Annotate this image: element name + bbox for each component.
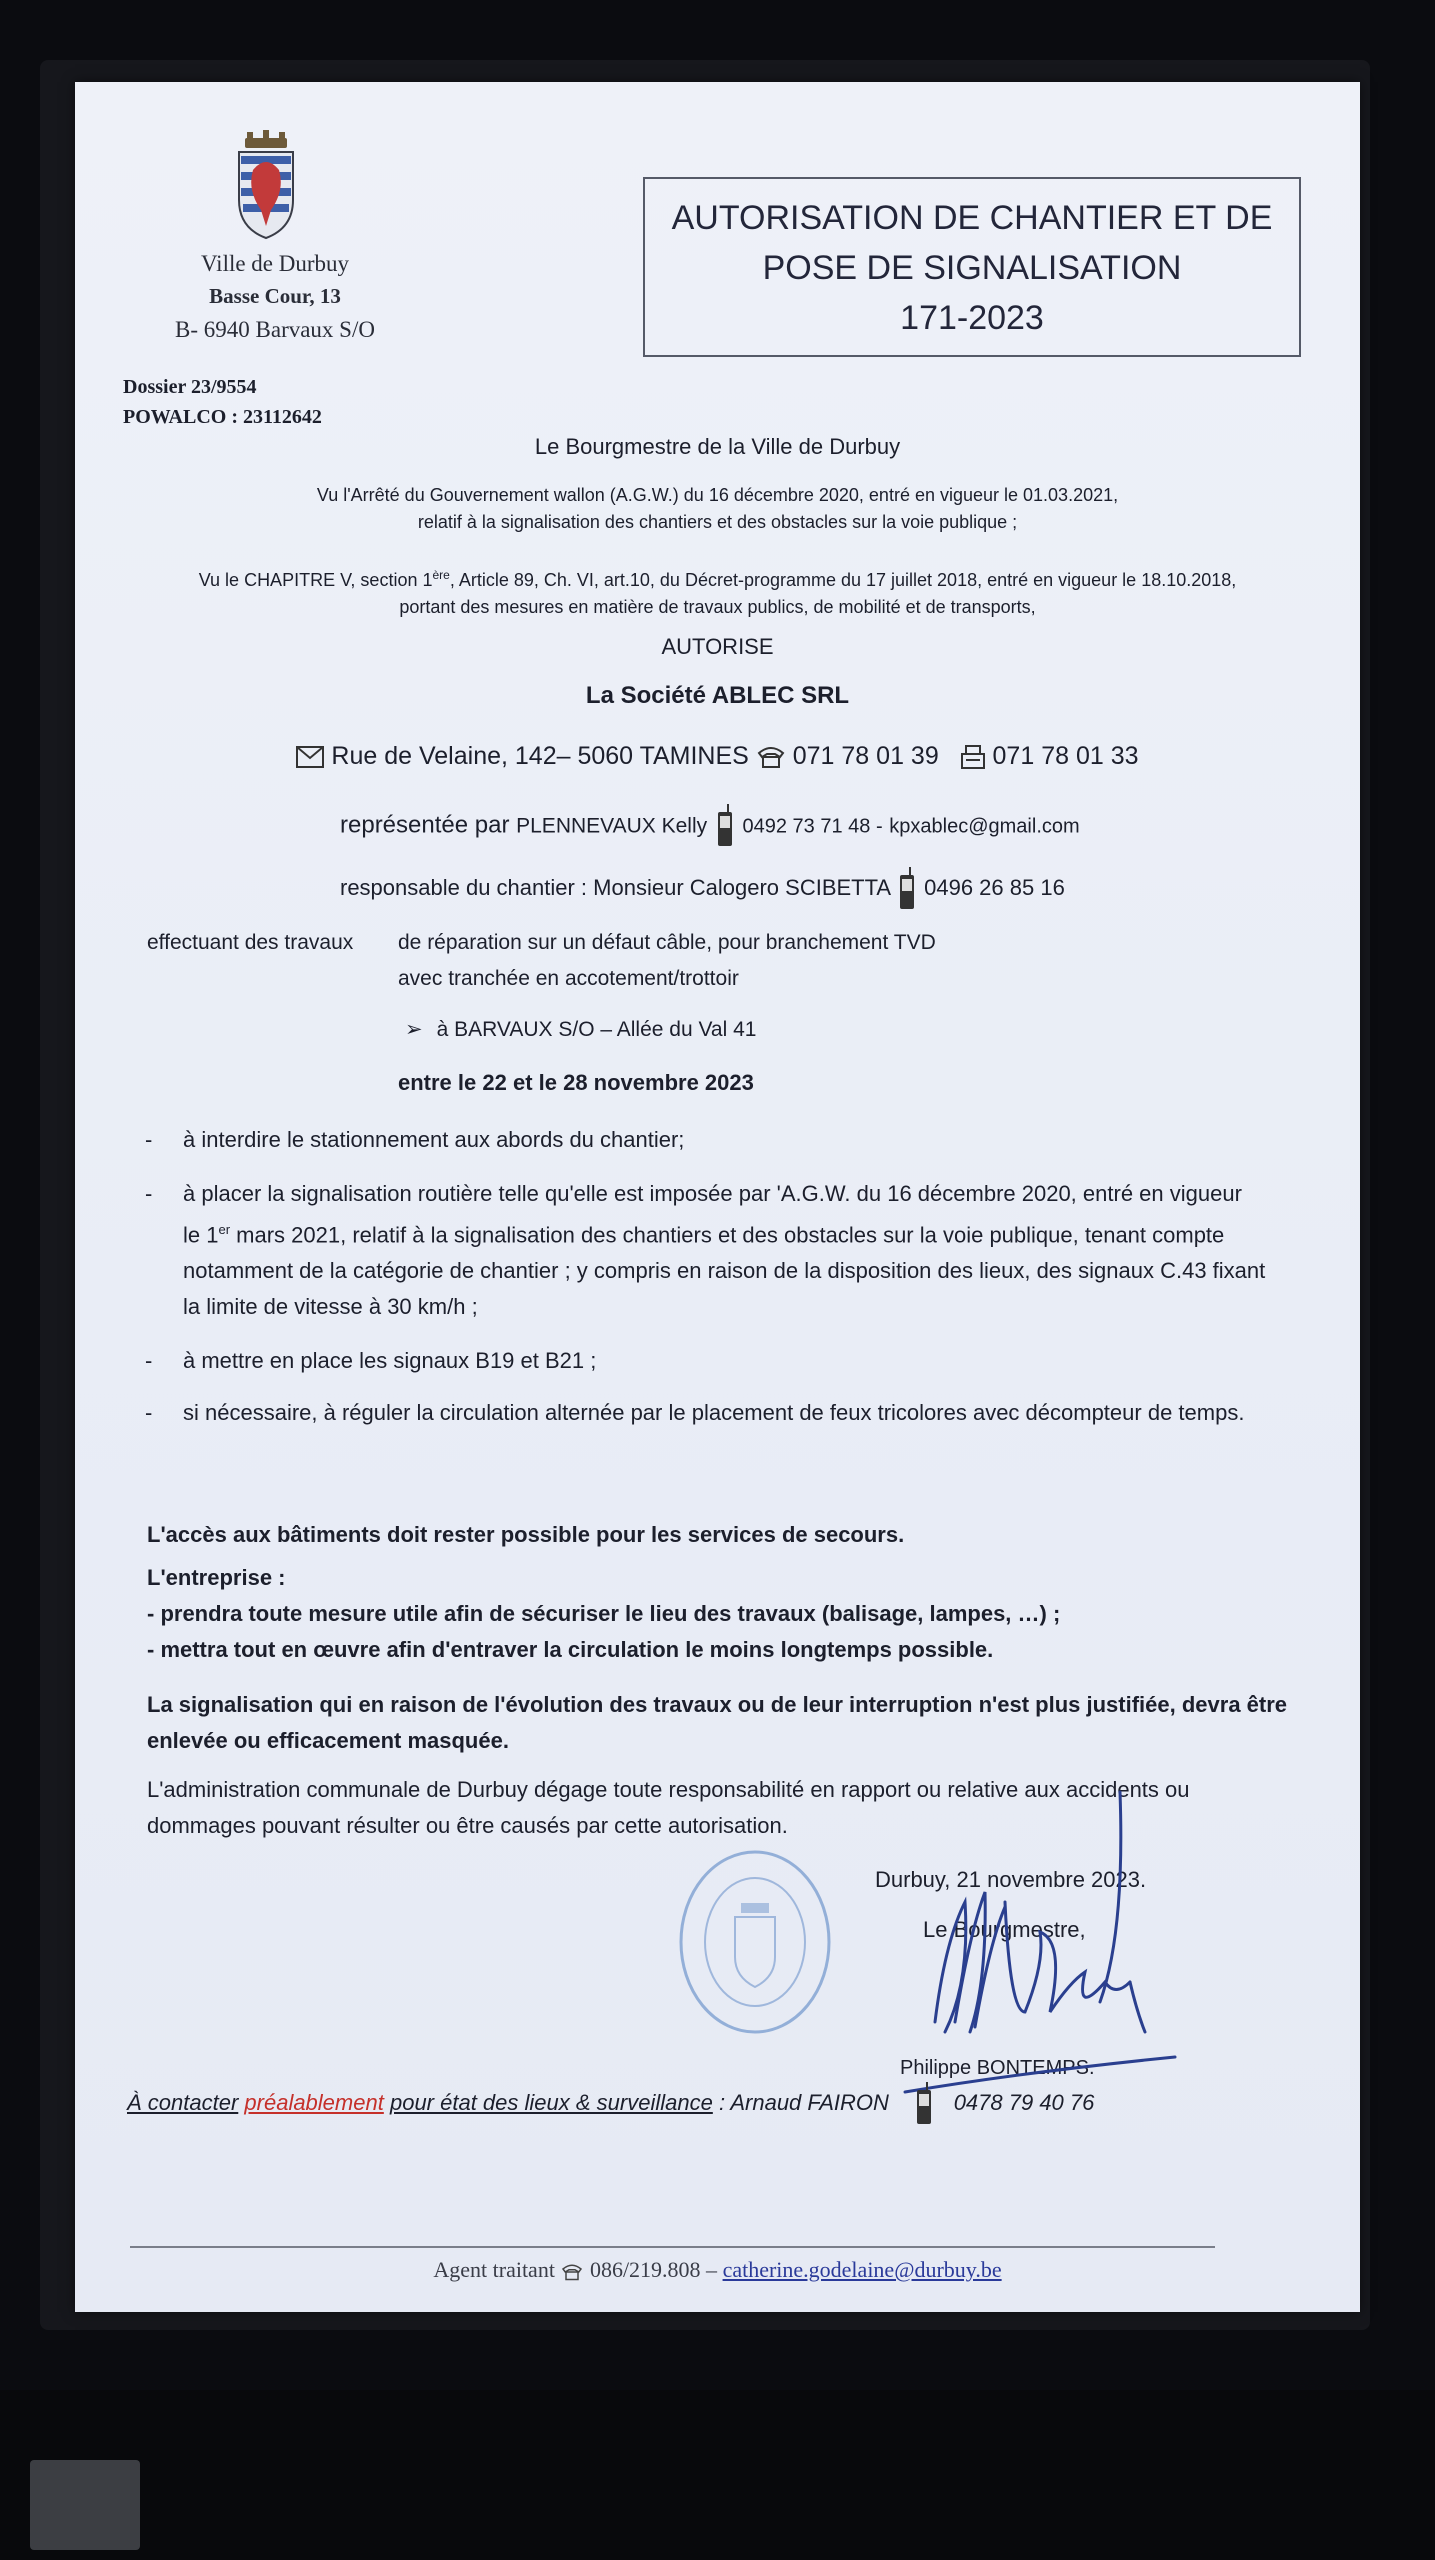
telephone-icon (560, 2263, 584, 2281)
list-item (145, 1343, 1335, 1379)
access-notice: L'accès aux bâtiments doit rester possible pour les services de secours. (147, 1522, 905, 1547)
works-desc-line2: avec tranchée en accotement/trottoir (398, 967, 739, 990)
condition-2-line2 (183, 1212, 1335, 1253)
title-box (643, 177, 1301, 357)
chapitre-line1 (75, 562, 1360, 594)
agw-line2: relatif à la signalisation des chantiers et des obstacles sur la voie publique ; (417, 512, 1018, 532)
dossier-block (123, 372, 322, 432)
chapitre-line1-text: Vu le CHAPITRE V, section 1 (198, 570, 433, 590)
site-manager-label: responsable du chantier : Monsieur Calogero SCIBETTA (340, 874, 890, 900)
condition-4: si nécessaire, à réguler la circulation alternée par le placement de feux tricolores avec décompteur de temps. (183, 1400, 1245, 1426)
bullet-dash: - (145, 1400, 153, 1426)
footer-divider (130, 2246, 1215, 2248)
bottom-dark-area (0, 2390, 1435, 2560)
chapitre-sup: ère (432, 568, 450, 582)
contact-prealablement: préalablement (244, 2089, 384, 2115)
works-description (398, 925, 936, 997)
condition-2-sup: er (218, 1222, 231, 1237)
title-line2: POSE DE SIGNALISATION (762, 249, 1182, 287)
contact-line (127, 2082, 1094, 2126)
footer (75, 2257, 1360, 2283)
dossier-number: Dossier 23/9554 (123, 376, 257, 398)
rep-phone: 0492 73 71 48 - (742, 815, 883, 838)
condition-3: à mettre en place les signaux B19 et B21 ; (183, 1348, 597, 1374)
condition-2-line4: la limite de vitesse à 30 km/h ; (183, 1294, 478, 1320)
corner-sticker (30, 2460, 140, 2550)
footer-agent-label: Agent traitant (433, 2257, 555, 2282)
entreprise-heading: L'entreprise : (147, 1565, 286, 1590)
town-address-line1: Basse Cour, 13 (209, 284, 341, 308)
company-address: Rue de Velaine, 142– 5060 TAMINES (331, 742, 749, 770)
title-number: 171-2023 (900, 299, 1044, 337)
municipal-stamp-icon (675, 1847, 835, 2037)
entreprise-item-2: - mettra tout en œuvre afin d'entraver la circulation le moins longtemps possible. (147, 1637, 994, 1662)
list-item (145, 1395, 1335, 1431)
administration-line1: L'administration communale de Durbuy dégage toute responsabilité en rapport ou relative aux accidents ou (147, 1777, 1190, 1802)
signalisation-line2: enlevée ou efficacement masquée. (147, 1728, 509, 1753)
bullet-dash: - (145, 1127, 153, 1152)
condition-2-line2-rest: mars 2021, relatif à la signalisation des chantiers et des obstacles sur la voie publique, tenant compte (230, 1222, 1225, 1248)
company-name: La Société ABLEC SRL (585, 682, 850, 709)
envelope-icon (296, 746, 324, 768)
site-manager-line (340, 867, 1065, 911)
signature-name: Philippe BONTEMPS. (900, 2057, 1095, 2079)
company-contact-line (75, 742, 1360, 771)
chapitre-paragraph (75, 562, 1360, 621)
bourgmestre-line: Le Bourgmestre de la Ville de Durbuy (534, 434, 901, 459)
agw-line1: Vu l'Arrêté du Gouvernement wallon (A.G.W.) du 16 décembre 2020, entré en vigueur le 01.03.2021, (316, 485, 1119, 505)
town-block (155, 247, 395, 346)
telephone-icon (756, 745, 786, 769)
mobile-phone-icon (714, 804, 736, 848)
site-manager-phone: 0496 26 85 16 (924, 874, 1065, 900)
handwritten-signature (875, 1782, 1195, 2112)
condition-1: à interdire le stationnement aux abords du chantier; (183, 1127, 685, 1152)
coat-of-arms-icon (235, 130, 297, 240)
contact-label: À contacter (127, 2089, 239, 2115)
powalco-number: POWALCO : 23112642 (123, 406, 322, 428)
rep-email: kpxablec@gmail.com (889, 815, 1080, 838)
autorise-heading: AUTORISE (661, 634, 774, 659)
mobile-phone-icon (896, 867, 918, 911)
entreprise-item-1: - prendra toute mesure utile afin de sécuriser le lieu des travaux (balisage, lampes, …) ; (147, 1601, 1061, 1626)
document-page (75, 82, 1360, 2312)
signature-role: Le Bourgmestre, (923, 1917, 1086, 1942)
works-location (405, 1017, 756, 1042)
contact-person: : Arnaud FAIRON (712, 2089, 889, 2115)
works-dates: entre le 22 et le 28 novembre 2023 (398, 1070, 754, 1095)
list-item (145, 1122, 1335, 1158)
rep-label: représentée par (340, 811, 510, 839)
agw-paragraph (75, 482, 1360, 536)
chapitre-line1-rest: , Article 89, Ch. VI, art.10, du Décret-programme du 17 juillet 2018, entré en vigueur le 18.10.2018, (449, 570, 1237, 590)
contact-purpose: pour état des lieux & surveillance (389, 2089, 713, 2115)
company-phone: 071 78 01 39 (792, 742, 939, 770)
condition-2-line3: notamment de la catégorie de chantier ; y compris en raison de la disposition des lieux, des signaux C.43 fixant (183, 1258, 1266, 1284)
title-line1: AUTORISATION DE CHANTIER ET DE (671, 199, 1273, 237)
entreprise-block (147, 1560, 1337, 1668)
administration-line2: dommages pouvant résulter ou être causés par cette autorisation. (147, 1813, 788, 1838)
conditions-list (145, 1122, 1335, 1431)
bullet-dash: - (145, 1348, 153, 1374)
works-desc-line1: de réparation sur un défaut câble, pour branchement TVD (398, 931, 936, 954)
footer-email-link[interactable]: catherine.godelaine@durbuy.be (722, 2257, 1002, 2282)
chapitre-line2: portant des mesures en matière de travaux publics, de mobilité et de transports, (399, 597, 1036, 617)
representative-line (340, 804, 1080, 848)
signature-date: Durbuy, 21 novembre 2023. (875, 1867, 1147, 1892)
location-text: à BARVAUX S/O – Allée du Val 41 (436, 1018, 757, 1041)
works-label: effectuant des travaux (147, 931, 354, 954)
arrow-right-icon: ➢ (405, 1018, 423, 1041)
company-fax: 071 78 01 33 (992, 742, 1139, 770)
signalisation-paragraph (147, 1687, 1337, 1759)
rep-name: PLENNEVAUX Kelly (516, 814, 708, 838)
bullet-dash: - (145, 1181, 153, 1206)
town-address-line2: B- 6940 Barvaux S/O (175, 317, 375, 342)
condition-2-line2-text: le 1 (183, 1222, 219, 1248)
fax-icon (960, 744, 986, 770)
contact-phone: 0478 79 40 76 (953, 2089, 1095, 2115)
mobile-phone-icon (913, 2082, 935, 2126)
footer-phone: 086/219.808 – (589, 2257, 718, 2282)
condition-2-line1: à placer la signalisation routière telle qu'elle est imposée par 'A.G.W. du 16 décembre 2020, entré en vigueur (183, 1181, 1242, 1206)
signalisation-line1: La signalisation qui en raison de l'évolution des travaux ou de leur interruption n'est plus justifiée, devra être (147, 1692, 1288, 1717)
list-item (145, 1176, 1335, 1325)
town-name: Ville de Durbuy (200, 251, 350, 276)
condition-2 (183, 1176, 1335, 1325)
